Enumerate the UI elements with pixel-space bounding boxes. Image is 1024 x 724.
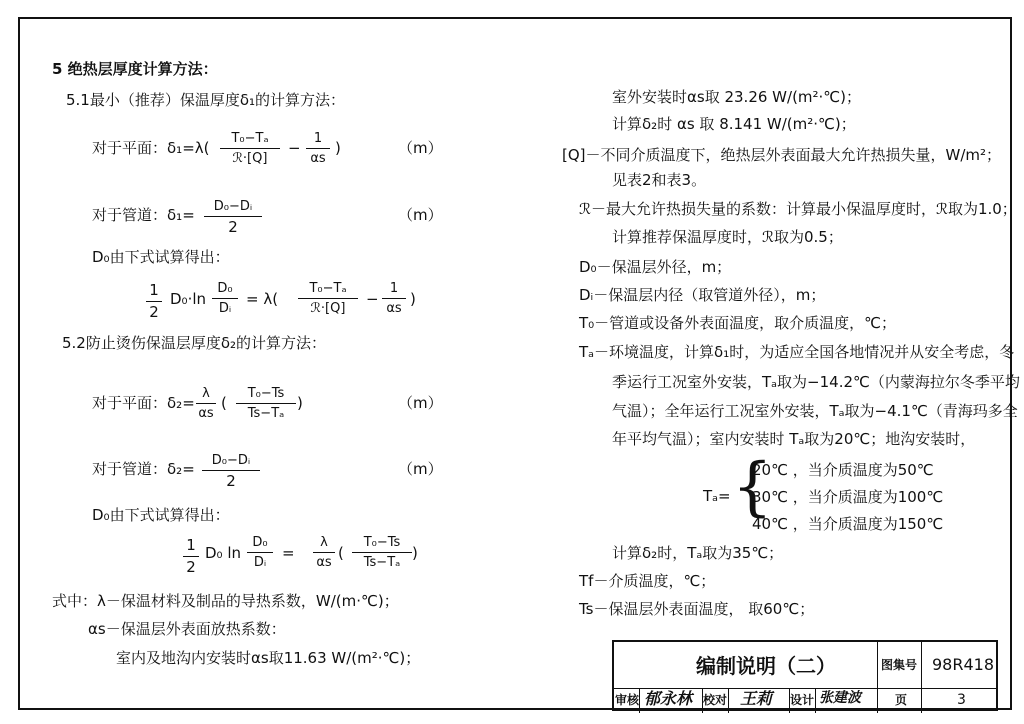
s52-pipe-lhs: δ₂= xyxy=(167,460,195,478)
def-alpha: αs－保温层外表面放热系数： xyxy=(88,620,286,638)
s51-heading: 5.1最小（推荐）保温厚度δ₁的计算方法： xyxy=(66,91,346,109)
s52-plane-lhs: δ₂= xyxy=(167,394,195,412)
def-di: Dᵢ－保温层内径（取管道外径），m； xyxy=(579,286,826,304)
s52-eq-mid: D₀ ln xyxy=(205,544,242,562)
s51-pipe-lhs: δ₁= xyxy=(167,206,195,224)
s51-pipe-den: 2 xyxy=(228,218,238,236)
def-ta-line2: 季运行工况室外安装，Tₐ取为−14.2℃（内蒙海拉尔冬季平均 xyxy=(612,373,1020,391)
title-block-col-5 xyxy=(728,688,729,713)
s52-eq-half-den: 2 xyxy=(186,558,196,576)
s51-plane-close: ) xyxy=(335,139,341,157)
ta-symbol: Tₐ= xyxy=(703,487,731,505)
s51-plane-frac1 xyxy=(220,132,280,165)
def-indoor: 室内及地沟内安装时αs取11.63 W/(m²·℃)； xyxy=(116,649,421,667)
design-label: 设计 xyxy=(790,693,815,707)
s52-eq-frac xyxy=(352,536,412,569)
s52-pipe-frac xyxy=(202,454,260,489)
s51-pipe-label: 对于管道： xyxy=(92,206,168,224)
s51-pipe-frac xyxy=(204,200,262,235)
s52-eq-ln-num: D₀ xyxy=(247,536,273,553)
s52-plane-lam xyxy=(196,387,216,420)
s52-eq-lam xyxy=(313,536,335,569)
s51-eq-num2: 1 xyxy=(382,282,406,299)
s51-eq-minus: − xyxy=(366,290,379,308)
ta-case-2: 30℃ ，当介质温度为100℃ xyxy=(752,488,944,506)
design-signature: 张建波 xyxy=(819,690,861,706)
drawing-title: 编制说明（二） xyxy=(696,654,836,678)
s52-eq-num: T₀−Ts xyxy=(352,536,412,553)
s51-pipe-unit: （m） xyxy=(398,206,443,224)
s51-plane-frac2 xyxy=(306,132,330,165)
s51-eq-ln-den: Dᵢ xyxy=(218,301,232,316)
s51-eq-frac2 xyxy=(382,282,406,315)
s52-eq-ln xyxy=(247,536,273,569)
s52-pipe-num: D₀−Dᵢ xyxy=(202,454,260,471)
check-label: 校对 xyxy=(703,693,728,707)
s51-plane-label: 对于平面： xyxy=(92,139,168,157)
def-q2: 见表2和表3。 xyxy=(612,171,707,189)
review-label: 审核 xyxy=(615,693,640,707)
s52-plane-den: Ts−Tₐ xyxy=(247,406,285,421)
def-ts: Ts－保温层外表面温度， 取60℃； xyxy=(579,600,815,618)
def-outdoor: 室外安装时αs取 23.26 W/(m²·℃)； xyxy=(612,88,862,106)
s52-eq-ln-den: Dᵢ xyxy=(253,555,267,570)
title-block-col-3 xyxy=(639,688,640,713)
s52-eq-den: Ts−Tₐ xyxy=(363,555,401,570)
s51-do-text: D₀由下式试算得出： xyxy=(92,248,230,266)
s52-plane-lam-num: λ xyxy=(196,387,216,404)
s51-eq-ln xyxy=(212,282,238,315)
def-k2: 计算推荐保温厚度时，ℛ取为0.5； xyxy=(612,228,843,246)
def-calc2: 计算δ₂时 αs 取 8.141 W/(m²·℃)； xyxy=(612,115,856,133)
def-ta-line4: 年平均气温）；室内安装时 Tₐ取为20℃；地沟安装时， xyxy=(612,430,976,448)
s51-eq-close: ) xyxy=(410,290,416,308)
s52-plane-frac xyxy=(236,387,296,420)
s51-eq-num1: T₀−Tₐ xyxy=(298,282,358,299)
s51-plane-den2: αs xyxy=(310,151,326,166)
title-block xyxy=(612,640,998,711)
s52-do-text: D₀由下式试算得出： xyxy=(92,506,230,524)
s52-heading: 5.2防止烫伤保温层厚度δ₂的计算方法： xyxy=(62,334,327,352)
def-tf: Tf－介质温度，℃； xyxy=(579,572,716,590)
s52-pipe-label: 对于管道： xyxy=(92,460,168,478)
s51-eq-den2: αs xyxy=(386,301,402,316)
page-number: 3 xyxy=(957,692,966,708)
title-block-col-1 xyxy=(877,642,878,713)
def-ta-line3: 气温）；全年运行工况室外安装，Tₐ取为−4.1℃（青海玛多全 xyxy=(612,402,1018,420)
s52-plane-close: ) xyxy=(297,394,303,412)
def-calc-d2: 计算δ₂时，Tₐ取为35℃； xyxy=(612,544,784,562)
s51-plane-num1: T₀−Tₐ xyxy=(220,132,280,149)
s52-eq-open: ( xyxy=(338,544,344,562)
s51-eq-half-num: 1 xyxy=(146,283,162,302)
s52-plane-lam-den: αs xyxy=(198,406,214,421)
s51-eq-half xyxy=(146,283,162,320)
def-t0: T₀－管道或设备外表面温度，取介质温度，℃； xyxy=(579,314,897,332)
s51-eq-half-den: 2 xyxy=(149,303,159,321)
def-q1: [Q]－不同介质温度下，绝热层外表面最大允许热损失量，W/m²； xyxy=(562,146,1002,164)
s52-plane-label: 对于平面： xyxy=(92,394,168,412)
s52-eq-lam-num: λ xyxy=(313,536,335,553)
s51-eq-frac1 xyxy=(298,282,358,315)
atlas-label: 图集号 xyxy=(881,658,918,672)
def-d0: D₀－保温层外径，m； xyxy=(579,258,732,276)
check-signature: 王莉 xyxy=(740,689,773,708)
s52-plane-num: T₀−Ts xyxy=(236,387,296,404)
s51-plane-lhs: δ₁=λ( xyxy=(167,139,210,157)
s51-eq-eq: = λ( xyxy=(246,290,279,308)
s52-plane-open: ( xyxy=(221,394,227,412)
def-lambda: 式中：λ－保温材料及制品的导热系数，W/(m·℃)； xyxy=(52,592,399,610)
s51-eq-den1: ℛ·[Q] xyxy=(310,301,346,316)
s51-plane-den1: ℛ·[Q] xyxy=(232,151,268,166)
s51-eq-ln-num: D₀ xyxy=(212,282,238,299)
s51-plane-minus: − xyxy=(288,139,301,157)
s52-eq-half-num: 1 xyxy=(183,538,199,557)
s51-pipe-num: D₀−Dᵢ xyxy=(204,200,262,217)
curly-brace: { xyxy=(732,450,773,524)
atlas-number: 98R418 xyxy=(932,655,995,674)
s52-pipe-unit: （m） xyxy=(398,460,443,478)
title-block-col-2 xyxy=(921,642,922,713)
ta-case-3: 40℃ ，当介质温度为150℃ xyxy=(752,515,944,533)
def-k1: ℛ－最大允许热损失量的系数：计算最小保温厚度时，ℛ取为1.0； xyxy=(579,200,1017,218)
s52-pipe-den: 2 xyxy=(226,472,236,490)
s52-eq-lam-den: αs xyxy=(316,555,332,570)
title-block-col-7 xyxy=(815,688,816,713)
ta-case-1: 20℃ ，当介质温度为50℃ xyxy=(752,461,934,479)
s52-eq-close: ) xyxy=(412,544,418,562)
review-signature: 郁永林 xyxy=(644,689,693,708)
s51-plane-unit: （m） xyxy=(398,139,443,157)
s52-eq-eq: = xyxy=(282,544,295,562)
def-ta-line1: Tₐ－环境温度，计算δ₁时，为适应全国各地情况并从安全考虑，冬 xyxy=(579,343,1015,361)
s52-eq-half xyxy=(183,538,199,575)
s52-plane-unit: （m） xyxy=(398,394,443,412)
s51-plane-num2: 1 xyxy=(306,132,330,149)
s51-eq-mid: D₀·ln xyxy=(170,290,207,308)
page-label: 页 xyxy=(895,693,908,707)
section-title: 5 绝热层厚度计算方法： xyxy=(52,60,218,78)
